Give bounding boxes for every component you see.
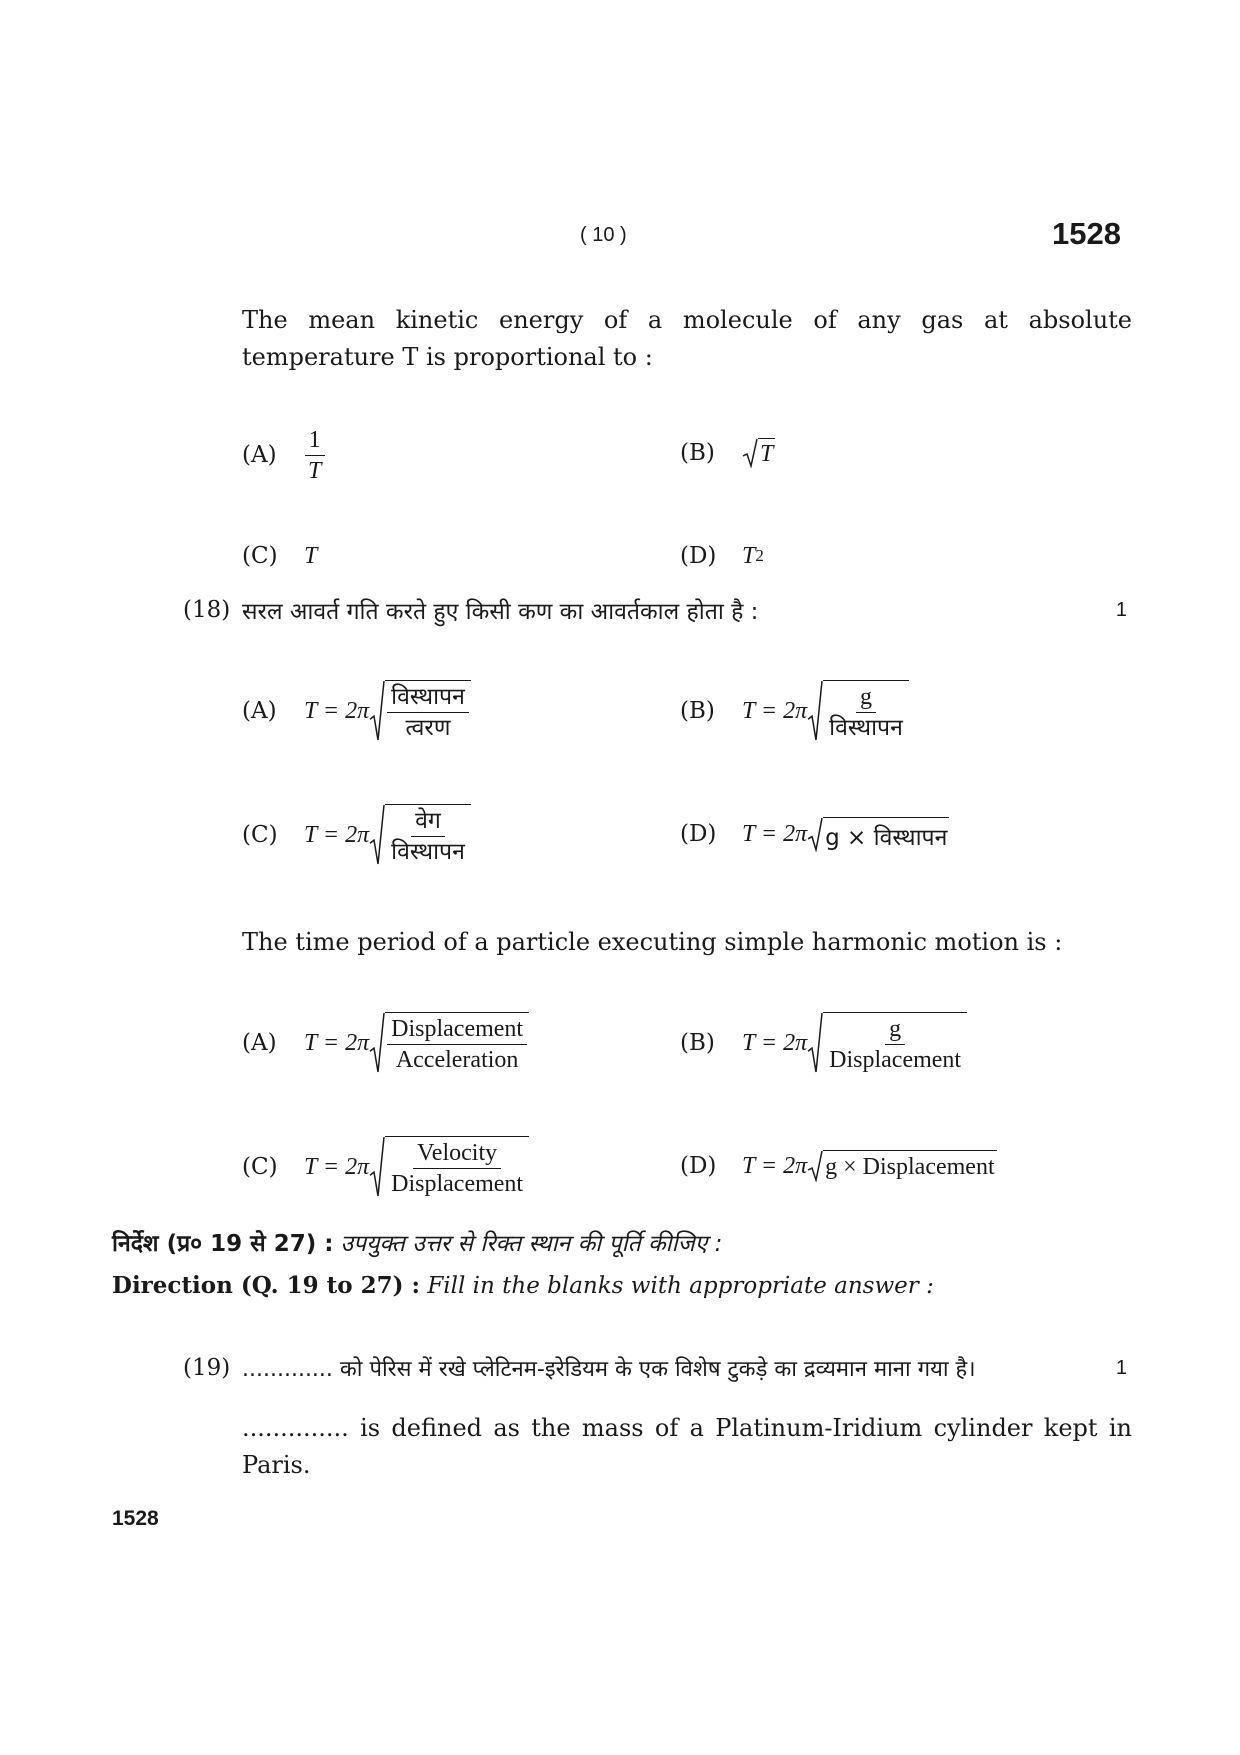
fraction-denominator: त्वरण (405, 715, 451, 741)
radical-sign-icon (807, 1150, 823, 1182)
fraction (304, 426, 325, 485)
fraction-numerator: Velocity (413, 1139, 501, 1169)
question-number: (19) (183, 1355, 231, 1381)
direction-hi-label: निर्देश (प्र० 19 से 27) : (112, 1231, 334, 1257)
paper-code-footer: 1528 (112, 1507, 159, 1530)
direction-en (112, 1272, 934, 1299)
square-root (742, 438, 775, 468)
option-label: (C) (242, 543, 278, 569)
direction-hi-text: उपयुक्त उत्तर से रिक्त स्थान की पूर्ति कीजिए : (340, 1231, 723, 1257)
option-label: (B) (680, 698, 715, 724)
formula-lhs: T = 2π (304, 821, 370, 848)
option-label: (A) (242, 442, 277, 468)
q17-text-en: The mean kinetic energy of a molecule of any gas at absolute temperature T is proportional to : (242, 306, 1132, 371)
radical-sign-icon (369, 680, 385, 742)
option-value: T (304, 542, 318, 569)
option-label: (B) (680, 1030, 715, 1056)
option-exponent: 2 (755, 546, 764, 565)
formula-lhs: T = 2π (742, 697, 808, 724)
radical-sign-icon (369, 1136, 385, 1198)
q18-text-hi-row (183, 588, 1127, 632)
radical-sign-icon (807, 817, 823, 852)
marks: 1 (1115, 598, 1127, 621)
q18-en-option-d (680, 1146, 997, 1186)
formula-lhs: T = 2π (742, 1152, 808, 1179)
square-root (807, 817, 949, 852)
formula-lhs: T = 2π (304, 1153, 370, 1180)
radical-sign-icon (807, 680, 823, 742)
fraction-denominator: Displacement (829, 1047, 962, 1073)
formula-lhs: T = 2π (742, 1029, 808, 1056)
q18-hi-option-b (680, 676, 909, 746)
fraction (387, 1139, 527, 1198)
formula-lhs: T = 2π (742, 820, 808, 847)
fraction-numerator: विस्थापन (387, 683, 469, 713)
direction-en-label: Direction (Q. 19 to 27) : (112, 1272, 421, 1299)
fraction-numerator: 1 (305, 426, 325, 456)
square-root (369, 680, 471, 742)
fraction-numerator: वेग (411, 807, 445, 837)
radical-sign-icon (807, 1012, 823, 1074)
question-number: (18) (183, 597, 231, 623)
fraction-numerator: Displacement (387, 1015, 527, 1045)
radical-sign-icon (369, 804, 385, 866)
q19-text-hi-row (183, 1346, 1127, 1390)
q17-option-b (680, 430, 775, 476)
q18-text-hi: सरल आवर्त गति करते हुए किसी कण का आवर्तकाल होता है : (242, 599, 759, 625)
square-root (807, 1012, 967, 1074)
radicand: g × विस्थापन (823, 817, 949, 852)
fraction (387, 1015, 527, 1074)
q17-option-a (242, 420, 325, 490)
fraction-denominator: विस्थापन (829, 715, 903, 741)
radicand: g × Displacement (823, 1150, 997, 1182)
option-label: (D) (680, 1153, 717, 1179)
square-root (807, 680, 909, 742)
option-label: (C) (242, 1154, 278, 1180)
radical-sign-icon (369, 1012, 385, 1074)
option-label: (A) (242, 1030, 277, 1056)
q18-hi-option-a (242, 676, 471, 746)
option-base: T (742, 542, 756, 569)
fraction-numerator: g (885, 1015, 905, 1045)
q18-en-option-b (680, 1008, 967, 1078)
q18-hi-option-d (680, 814, 949, 854)
q19-text-en: .............. is defined as the mass of a Platinum-Iridium cylinder kept in Paris. (242, 1414, 1132, 1479)
direction-en-text: Fill in the blanks with appropriate answer : (427, 1273, 934, 1299)
fraction (825, 683, 907, 742)
fraction (825, 1015, 965, 1074)
marks: 1 (1115, 1356, 1127, 1379)
fraction-denominator: T (308, 457, 322, 484)
direction-hi (112, 1226, 722, 1258)
formula-lhs: T = 2π (304, 697, 370, 724)
fraction (387, 683, 469, 742)
option-label: (A) (242, 698, 277, 724)
fraction-denominator: विस्थापन (391, 839, 465, 865)
q17-option-c (242, 536, 317, 576)
option-label: (D) (680, 543, 717, 569)
radicand: T (758, 438, 775, 468)
option-label: (B) (680, 440, 715, 466)
q18-en-option-c (242, 1132, 529, 1202)
fraction-numerator: g (856, 683, 876, 713)
q18-text-en: The time period of a particle executing simple harmonic motion is : (242, 928, 1063, 956)
square-root (369, 804, 471, 866)
page-number: ( 10 ) (580, 224, 627, 246)
square-root (807, 1150, 997, 1182)
q19-text-hi: ............. को पेरिस में रखे प्लेटिनम-इरेडियम के एक विशेष टुकड़े का द्रव्यमान माना गया है। (242, 1357, 976, 1382)
option-label: (C) (242, 822, 278, 848)
fraction-denominator: Displacement (391, 1171, 524, 1197)
q17-option-d (680, 536, 764, 576)
square-root (369, 1136, 529, 1198)
q18-hi-option-c (242, 800, 471, 870)
option-label: (D) (680, 821, 717, 847)
fraction (387, 807, 469, 866)
square-root (369, 1012, 529, 1074)
fraction-denominator: Acceleration (395, 1047, 519, 1073)
radical-sign-icon (742, 438, 758, 468)
paper-code-header: 1528 (1052, 216, 1121, 251)
formula-lhs: T = 2π (304, 1029, 370, 1056)
q18-en-option-a (242, 1008, 529, 1078)
